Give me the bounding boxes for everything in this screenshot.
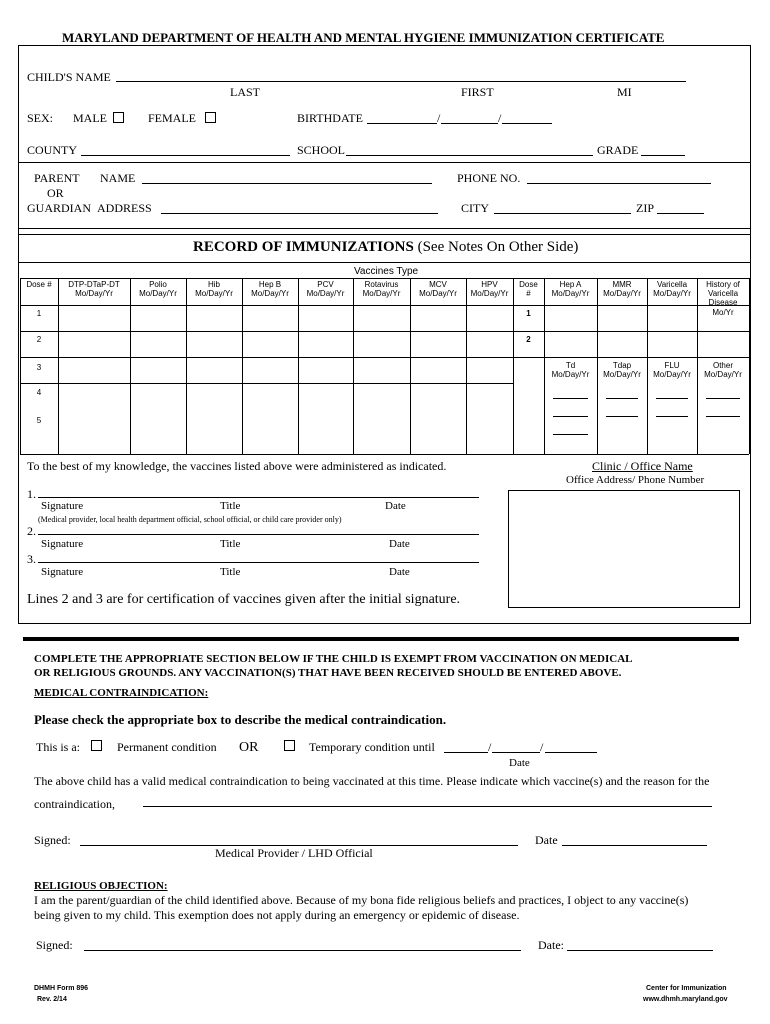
table-column-header: HPV Mo/Day/Yr (470, 280, 509, 298)
table-column-header: Dose # (519, 280, 538, 298)
line-number-2: 2. (27, 524, 36, 538)
table-row-rule (20, 357, 513, 358)
divider (18, 234, 750, 235)
clinic-subtitle: Office Address/ Phone Number (566, 474, 705, 486)
second-column-header: Other Mo/Day/Yr (704, 361, 742, 379)
dose-number: 2 (36, 335, 42, 344)
temporary-month-field[interactable] (444, 752, 488, 753)
slash: / (498, 111, 502, 125)
entry-underline[interactable] (656, 416, 688, 417)
right-dose-number: 1 (526, 309, 531, 318)
line-number-3: 3. (27, 552, 36, 566)
provider-date-label: Date (535, 833, 558, 847)
clinic-stamp-box[interactable] (508, 490, 740, 608)
entry-underline[interactable] (553, 434, 588, 435)
right-dose-number: 2 (526, 335, 531, 344)
parent-signature-field[interactable] (84, 950, 521, 951)
website: www.dhmh.maryland.gov (643, 996, 728, 1003)
parent-date-field[interactable] (567, 950, 713, 951)
table-column-header: PCV Mo/Day/Yr (306, 280, 345, 298)
center-name: Center for Immunization (646, 985, 727, 992)
thick-separator (23, 637, 739, 641)
signature-line-3[interactable] (38, 562, 479, 563)
line-number-1: 1. (27, 487, 36, 501)
date-label-2: Date (389, 538, 410, 550)
form-title: MARYLAND DEPARTMENT OF HEALTH AND MENTAL HYGIENE IMMUNIZATION CERTIFICATE (62, 30, 665, 45)
second-column-header: FLU Mo/Day/Yr (653, 361, 691, 379)
address-label: ADDRESS (97, 201, 152, 215)
dose-number: 5 (36, 416, 42, 425)
record-title (193, 239, 578, 256)
record-title-note: (See Notes On Other Side) (413, 239, 579, 255)
entry-underline[interactable] (706, 398, 740, 399)
address-field[interactable] (161, 213, 438, 214)
sex-label: SEX: (27, 111, 54, 125)
temporary-day-field[interactable] (492, 752, 540, 753)
permanent-checkbox[interactable] (91, 740, 102, 751)
table-row-rule (20, 331, 513, 332)
divider (18, 262, 750, 263)
provider-date-field[interactable] (562, 845, 707, 846)
slash: / (437, 111, 441, 125)
parent-name-field[interactable] (142, 183, 432, 184)
provider-caption: Medical Provider / LHD Official (215, 846, 373, 860)
table-column-header: MMR Mo/Day/Yr (603, 280, 641, 298)
religious-title: RELIGIOUS OBJECTION: (34, 880, 168, 892)
history-mo-yr-label: Mo/Yr (712, 308, 734, 317)
contraindication-text-1: The above child has a valid medical contraindication to being vaccinated at this time. Please indicate which vaccine(s) and the reason for the (34, 774, 710, 788)
signature-label-2: Signature (41, 538, 84, 550)
entry-underline[interactable] (553, 416, 588, 417)
county-field[interactable] (81, 155, 290, 156)
signature-label-1: Signature (41, 500, 84, 512)
temporary-label: Temporary condition until (309, 740, 435, 754)
permanent-label: Permanent condition (117, 740, 217, 754)
school-label: SCHOOL (297, 143, 346, 157)
temporary-year-field[interactable] (545, 752, 597, 753)
table-column-header: Hib Mo/Day/Yr (195, 280, 233, 298)
title-label-2: Title (220, 538, 241, 550)
table-row-rule (513, 357, 749, 358)
second-column-header: Tdap Mo/Day/Yr (603, 361, 641, 379)
dose-number: 4 (36, 388, 42, 397)
table-column-header: Rotavirus Mo/Day/Yr (362, 280, 401, 298)
school-field[interactable] (346, 155, 593, 156)
mi-label: MI (617, 85, 632, 99)
clinic-title: Clinic / Office Name (592, 459, 693, 473)
phone-label: PHONE NO. (457, 171, 521, 185)
child-name-field[interactable] (116, 81, 686, 82)
birth-day-field[interactable] (441, 123, 498, 124)
revision: Rev. 2/14 (37, 996, 67, 1003)
first-label: FIRST (461, 85, 494, 99)
table-column-header: Varicella Mo/Day/Yr (653, 280, 691, 298)
parent-date-label: Date: (538, 938, 564, 952)
city-field[interactable] (494, 213, 631, 214)
slash: / (540, 740, 544, 754)
entry-underline[interactable] (606, 416, 638, 417)
table-column-header: Dose # (26, 280, 52, 289)
second-column-header: Td Mo/Day/Yr (551, 361, 590, 379)
date-label-1: Date (385, 500, 406, 512)
birth-year-field[interactable] (502, 123, 552, 124)
table-column-header: Hep B Mo/Day/Yr (251, 280, 289, 298)
divider (18, 162, 750, 163)
table-column-header: DTP-DTaP-DT Mo/Day/Yr (68, 280, 120, 298)
provider-note: (Medical provider, local health department official, school official, or child care provider only) (38, 515, 342, 524)
record-title-bold: RECORD OF IMMUNIZATIONS (193, 239, 414, 255)
vaccines-type-label: Vaccines Type (354, 266, 419, 277)
signature-line-1[interactable] (38, 497, 479, 498)
temporary-checkbox[interactable] (284, 740, 295, 751)
entry-underline[interactable] (706, 416, 740, 417)
title-label-1: Title (220, 500, 241, 512)
phone-field[interactable] (527, 183, 711, 184)
last-label: LAST (230, 85, 260, 99)
check-prompt: Please check the appropriate box to describe the medical contraindication. (34, 712, 447, 727)
divider (18, 228, 750, 229)
title-label-3: Title (220, 566, 241, 578)
contraindication-field[interactable] (143, 806, 712, 807)
table-column-header: Hep A Mo/Day/Yr (551, 280, 590, 298)
or-label: OR (239, 740, 259, 755)
grade-label: GRADE (597, 143, 639, 157)
date-caption: Date (509, 757, 530, 769)
contraindication-text-2: contraindication, (34, 797, 115, 811)
zip-field[interactable] (657, 213, 704, 214)
religious-text-2: being given to my child. This exemption does not apply during an emergency or epidemic of disease. (34, 908, 520, 922)
table-column-header: MCV Mo/Day/Yr (419, 280, 457, 298)
table-row-rule (513, 331, 749, 332)
exemption-heading-2: OR RELIGIOUS GROUNDS. ANY VACCINATION(S) THAT HAVE BEEN RECEIVED SHOULD BE ENTERED ABOVE. (34, 667, 622, 679)
slash: / (488, 740, 492, 754)
this-is-a-label: This is a: (36, 740, 80, 754)
child-name-label: CHILD'S NAME (27, 70, 111, 84)
signed-label: Signed: (34, 833, 71, 847)
birthdate-label: BIRTHDATE (297, 111, 363, 125)
male-checkbox[interactable] (113, 112, 124, 123)
birth-month-field[interactable] (367, 123, 437, 124)
female-checkbox[interactable] (205, 112, 216, 123)
lines-note: Lines 2 and 3 are for certification of vaccines given after the initial signature. (27, 592, 461, 607)
table-column-header: Polio Mo/Day/Yr (139, 280, 177, 298)
table-row-rule (20, 305, 513, 306)
dose-number: 3 (36, 363, 42, 372)
guardian-label: GUARDIAN (27, 201, 91, 215)
parent-label: PARENT (34, 171, 80, 185)
signed-label-2: Signed: (36, 938, 73, 952)
grade-field[interactable] (641, 155, 685, 156)
city-label: CITY (461, 201, 489, 215)
male-label: MALE (73, 111, 107, 125)
exemption-heading-1: COMPLETE THE APPROPRIATE SECTION BELOW IF THE CHILD IS EXEMPT FROM VACCINATION ON MEDICAL (34, 653, 633, 665)
form-number: DHMH Form 896 (34, 985, 89, 992)
female-label: FEMALE (148, 111, 196, 125)
dose-number: 1 (36, 309, 42, 318)
table-column-rule (749, 278, 750, 454)
parent-name-label: NAME (100, 171, 136, 185)
table-column-header: History of Varicella Disease (706, 280, 740, 307)
zip-label: ZIP (636, 201, 654, 215)
or-label: OR (47, 186, 64, 200)
signature-line-2[interactable] (38, 534, 479, 535)
medical-title: MEDICAL CONTRAINDICATION: (34, 687, 209, 699)
county-label: COUNTY (27, 143, 77, 157)
entry-underline[interactable] (606, 398, 638, 399)
date-label-3: Date (389, 566, 410, 578)
table-row-rule (20, 383, 513, 384)
religious-text-1: I am the parent/guardian of the child identified above. Because of my bona fide religious beliefs and practices, I object to any vaccine(s) (34, 893, 689, 907)
entry-underline[interactable] (553, 398, 588, 399)
certification-statement: To the best of my knowledge, the vaccines listed above were administered as indicated. (27, 459, 447, 473)
signature-label-3: Signature (41, 566, 84, 578)
entry-underline[interactable] (656, 398, 688, 399)
table-rule (20, 454, 749, 455)
